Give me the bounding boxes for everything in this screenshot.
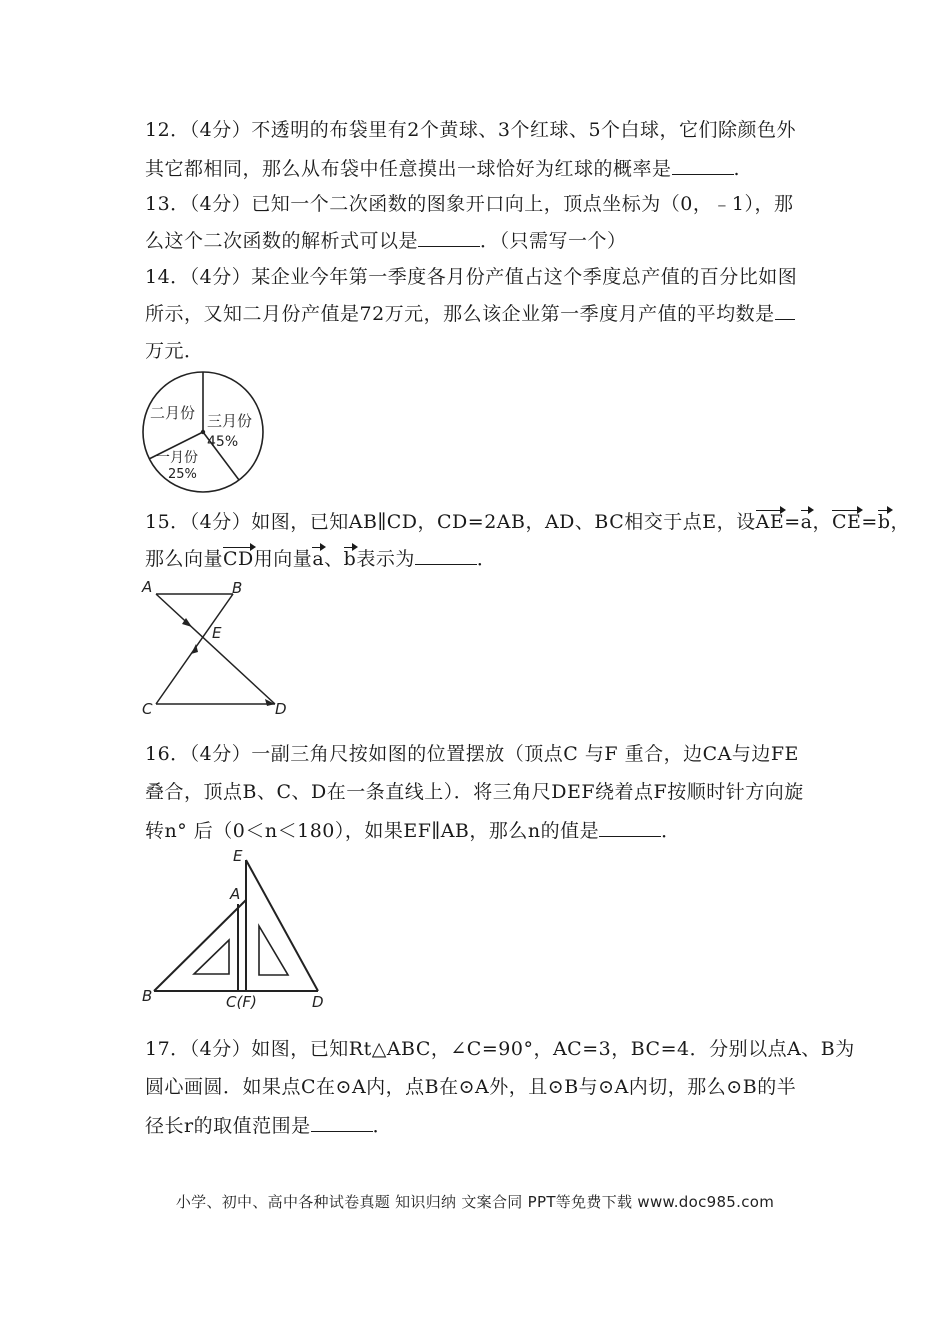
- q16-line-1: 16．（4分）一副三角尺按如图的位置摆放（顶点C 与F 重合，边CA与边FE: [145, 743, 799, 765]
- answer-blank: [599, 818, 661, 837]
- q17-line-2: 圆心画圆．如果点C在⊙A内，点B在⊙A外，且⊙B与⊙A内切，那么⊙B的半: [145, 1076, 797, 1098]
- equals: =: [861, 511, 878, 533]
- period: ．: [372, 1115, 393, 1137]
- q17-line-1: 17．（4分）如图，已知Rt△ABC，∠C=90°，AC=3，BC=4．分别以点A、B为: [145, 1038, 855, 1060]
- triangle-abc-hyp: [154, 900, 246, 991]
- label-b: B: [142, 987, 153, 1005]
- q17-line-3-text: 径长r的取值范围是: [145, 1115, 311, 1137]
- q12-line-1: 12．（4分）不透明的布袋里有2个黄球、3个红球、5个白球，它们除颜色外: [145, 119, 797, 141]
- answer-blank: [415, 546, 477, 565]
- geometry-figure-q15: [138, 576, 298, 718]
- pie-chart-figure: [140, 366, 270, 496]
- equals: =: [784, 511, 801, 533]
- q16-line-3: [145, 818, 681, 844]
- q15-line-2-mid: 用向量: [253, 548, 313, 570]
- pie-label-feb: 二月份: [150, 404, 196, 422]
- label-a: A: [142, 578, 153, 596]
- label-c: C: [142, 700, 153, 718]
- q15-line-1-text: 15．（4分）如图，已知AB∥CD，CD=2AB，AD、BC相交于点E，设: [145, 511, 756, 533]
- period: .: [733, 158, 741, 180]
- label-e: E: [212, 624, 222, 642]
- answer-blank: [311, 1113, 373, 1132]
- vector-cd: CD: [223, 548, 254, 570]
- comma: ，: [812, 511, 832, 533]
- q12-line-2: [145, 156, 740, 182]
- q13-line-2-text: 么这个二次函数的解析式可以是: [145, 230, 419, 252]
- triangle-ruler-figure: [140, 848, 330, 1013]
- vector-a: a: [800, 511, 813, 533]
- pie-label-jan: 一月份: [156, 450, 198, 466]
- q17-line-3: [145, 1113, 392, 1139]
- vector-ce: CE: [832, 511, 862, 533]
- q16-line-2: 叠合，顶点B、C、D在一条直线上）．将三角尺DEF绕着点F按顺时针方向旋: [145, 781, 804, 803]
- answer-blank: [672, 156, 734, 175]
- enum-comma: 、: [324, 548, 344, 570]
- q13-line-2-end: ．（只需写一个）: [480, 230, 627, 252]
- pie-label-mar: 三月份: [207, 412, 253, 430]
- answer-blank: [775, 301, 795, 320]
- period: ．: [661, 820, 681, 842]
- pie-center: [201, 430, 205, 434]
- label-a: A: [230, 885, 241, 903]
- q15-line-2-text: 那么向量: [145, 548, 224, 570]
- comma-end: ，: [890, 511, 911, 533]
- label-b: B: [232, 579, 243, 597]
- label-cf: C(F): [226, 993, 257, 1011]
- label-d: D: [275, 700, 287, 718]
- q14-line-1: 14．（4分）某企业今年第一季度各月份产值占这个季度总产值的百分比如图: [145, 266, 798, 288]
- vector-b-ref: b: [343, 548, 357, 570]
- q14-line-3: 万元．: [145, 340, 204, 362]
- q16-line-3-text: 转n° 后（0＜n＜180），如果EF∥AB，那么n的值是: [145, 820, 600, 842]
- vector-a-ref: a: [312, 548, 325, 570]
- segment-ad: [156, 594, 275, 704]
- page-footer: 小学、初中、高中各种试卷真题 知识归纳 文案合同 PPT等免费下载 www.doc985.com: [175, 1193, 775, 1211]
- triangle-def-hyp: [246, 860, 318, 991]
- q14-line-2-text: 所示，又知二月份产值是72万元，那么该企业第一季度月产值的平均数是: [145, 303, 775, 325]
- q15-line-2: [145, 546, 496, 572]
- vector-b: b: [877, 511, 891, 533]
- vector-ae: AE: [755, 511, 785, 533]
- q13-line-2: [145, 228, 627, 254]
- label-d: D: [312, 993, 324, 1011]
- pie-pct-mar: 45%: [207, 434, 239, 450]
- q15-line-1: [145, 509, 910, 535]
- q15-line-2-tail: 表示为: [356, 548, 415, 570]
- q12-line-2-text: 其它都相同，那么从布袋中任意摸出一球恰好为红球的概率是: [145, 158, 672, 180]
- q14-line-2: [145, 301, 795, 327]
- label-e: E: [233, 848, 243, 865]
- period: ．: [476, 548, 497, 570]
- answer-blank: [418, 228, 480, 247]
- q13-line-1: 13．（4分）已知一个二次函数的图象开口向上，顶点坐标为（0，﹣1），那: [145, 193, 794, 215]
- triangle-def-inner: [259, 926, 288, 975]
- pie-pct-jan: 25%: [168, 467, 197, 482]
